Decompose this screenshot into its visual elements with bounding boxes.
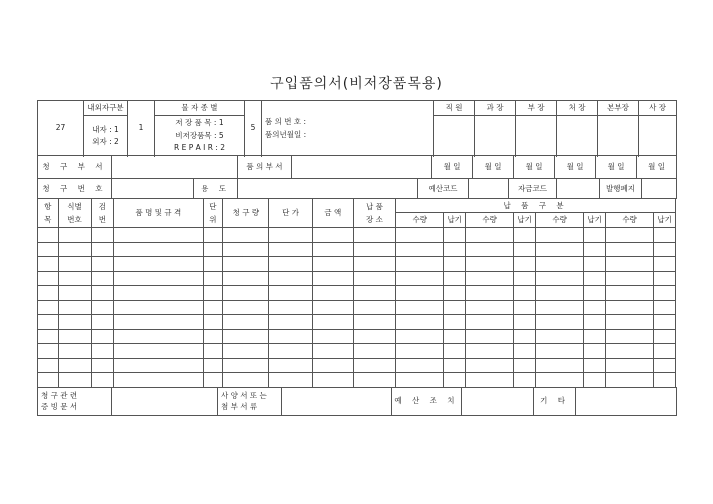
item-cell[interactable] xyxy=(605,228,653,243)
request-number-table xyxy=(37,178,677,199)
item-cell[interactable] xyxy=(514,373,536,388)
item-cell[interactable] xyxy=(58,344,91,359)
item-cell[interactable] xyxy=(223,271,269,286)
item-cell[interactable] xyxy=(514,228,536,243)
sign-box[interactable] xyxy=(516,116,557,156)
item-cell[interactable] xyxy=(91,300,114,315)
approver-staff: 직 원 xyxy=(434,101,475,116)
item-cell[interactable] xyxy=(605,344,653,359)
item-cell[interactable] xyxy=(91,329,114,344)
item-cell[interactable] xyxy=(353,344,395,359)
item-cell[interactable] xyxy=(654,286,676,301)
table-row xyxy=(38,242,676,257)
item-cell[interactable] xyxy=(535,242,583,257)
item-cell[interactable] xyxy=(654,257,676,272)
item-cell[interactable] xyxy=(465,286,513,301)
sign-box[interactable] xyxy=(475,116,516,156)
item-cell[interactable] xyxy=(38,228,59,243)
request-number-field[interactable] xyxy=(112,179,194,199)
item-cell[interactable] xyxy=(58,300,91,315)
item-cell[interactable] xyxy=(654,329,676,344)
col-amount: 금 액 xyxy=(312,199,353,228)
item-cell[interactable] xyxy=(58,315,91,330)
item-cell[interactable] xyxy=(114,358,204,373)
table-row xyxy=(38,300,676,315)
item-cell[interactable] xyxy=(114,271,204,286)
naeja-option: 내자 : 1 xyxy=(92,124,119,134)
item-cell[interactable] xyxy=(396,271,444,286)
sub-qty: 수량 xyxy=(465,213,513,228)
budget-action-label: 예 산 조 치 xyxy=(392,387,462,415)
item-cell[interactable] xyxy=(269,286,312,301)
item-cell[interactable] xyxy=(38,300,59,315)
item-cell[interactable] xyxy=(38,373,59,388)
col-geom: 검 xyxy=(98,202,106,212)
item-cell[interactable] xyxy=(605,242,653,257)
item-cell[interactable] xyxy=(38,271,59,286)
item-cell[interactable] xyxy=(396,228,444,243)
item-cell[interactable] xyxy=(444,329,466,344)
table-row xyxy=(38,271,676,286)
item-cell[interactable] xyxy=(465,344,513,359)
item-cell[interactable] xyxy=(223,300,269,315)
item-cell[interactable] xyxy=(353,286,395,301)
item-cell[interactable] xyxy=(353,358,395,373)
item-cell[interactable] xyxy=(605,271,653,286)
approver-dept-head: 부 장 xyxy=(516,101,557,116)
pumui-dept-field[interactable] xyxy=(292,156,432,179)
item-cell[interactable] xyxy=(223,358,269,373)
item-rows xyxy=(38,228,676,388)
item-cell[interactable] xyxy=(535,344,583,359)
item-cell[interactable] xyxy=(584,286,606,301)
budget-code-label: 예산코드 xyxy=(418,179,469,199)
usage-field[interactable] xyxy=(238,179,418,199)
issue-abolish-label: 발행폐지 xyxy=(600,179,642,199)
footer-table xyxy=(37,387,677,416)
item-cell[interactable] xyxy=(535,329,583,344)
item-cell[interactable] xyxy=(605,300,653,315)
sub-qty: 수량 xyxy=(396,213,444,228)
item-cell[interactable] xyxy=(396,315,444,330)
item-cell[interactable] xyxy=(584,344,606,359)
item-cell[interactable] xyxy=(114,344,204,359)
table-row xyxy=(38,286,676,301)
attachments-field[interactable] xyxy=(282,387,392,415)
approver-president: 사 장 xyxy=(639,101,677,116)
item-cell[interactable] xyxy=(312,257,353,272)
item-cell[interactable] xyxy=(353,242,395,257)
table-row xyxy=(38,329,676,344)
item-cell[interactable] xyxy=(91,271,114,286)
item-cell[interactable] xyxy=(58,257,91,272)
budget-action-field[interactable] xyxy=(462,387,534,415)
item-cell[interactable] xyxy=(114,242,204,257)
code-1: 1 xyxy=(128,101,155,156)
approval-date: 월 일 xyxy=(637,156,677,179)
item-cell[interactable] xyxy=(605,257,653,272)
item-cell[interactable] xyxy=(203,373,223,388)
item-cell[interactable] xyxy=(353,300,395,315)
other-label: 기 타 xyxy=(534,387,576,415)
item-cell[interactable] xyxy=(312,358,353,373)
purchase-request-form xyxy=(37,100,676,416)
page-title: 구입품의서(비저장품목용) xyxy=(270,76,443,92)
item-cell[interactable] xyxy=(514,329,536,344)
item-cell[interactable] xyxy=(654,373,676,388)
related-documents-field[interactable] xyxy=(112,387,218,415)
item-cell[interactable] xyxy=(203,300,223,315)
col-unit-price: 단 가 xyxy=(269,199,312,228)
sub-due: 납기 xyxy=(654,213,676,228)
material-type-options xyxy=(155,116,245,156)
approval-date: 월 일 xyxy=(473,156,514,179)
sub-due: 납기 xyxy=(584,213,606,228)
item-cell[interactable] xyxy=(514,358,536,373)
material-repair: R E P A I R : 2 xyxy=(173,143,225,153)
item-cell[interactable] xyxy=(584,300,606,315)
item-cell[interactable] xyxy=(465,228,513,243)
item-cell[interactable] xyxy=(654,344,676,359)
approval-date: 월 일 xyxy=(514,156,555,179)
pumui-info xyxy=(262,101,434,156)
item-cell[interactable] xyxy=(269,329,312,344)
pumui-number-label: 품 의 번 호 : xyxy=(265,117,307,127)
item-cell[interactable] xyxy=(223,257,269,272)
item-cell[interactable] xyxy=(465,242,513,257)
item-cell[interactable] xyxy=(514,300,536,315)
item-cell[interactable] xyxy=(584,242,606,257)
item-cell[interactable] xyxy=(58,358,91,373)
col-jangso: 장 소 xyxy=(366,214,383,224)
fund-code-label: 자금코드 xyxy=(509,179,557,199)
sub-qty: 수량 xyxy=(535,213,583,228)
item-cell[interactable] xyxy=(91,315,114,330)
item-cell[interactable] xyxy=(38,286,59,301)
col-hang-mok xyxy=(38,199,59,228)
related-documents-line1: 청 구 관 련 xyxy=(41,390,78,400)
table-row xyxy=(38,358,676,373)
item-cell[interactable] xyxy=(38,315,59,330)
header-table xyxy=(37,100,677,156)
col-unit xyxy=(203,199,223,228)
item-cell[interactable] xyxy=(396,373,444,388)
item-cell[interactable] xyxy=(396,257,444,272)
item-cell[interactable] xyxy=(114,257,204,272)
code-5: 5 xyxy=(245,101,262,156)
item-cell[interactable] xyxy=(91,242,114,257)
col-sik: 식별 xyxy=(67,202,82,212)
col-delivery-group: 납 품 구 분 xyxy=(396,199,676,213)
sub-due: 납기 xyxy=(444,213,466,228)
related-documents-label xyxy=(38,387,112,415)
item-cell[interactable] xyxy=(605,286,653,301)
item-cell[interactable] xyxy=(114,286,204,301)
sign-box[interactable] xyxy=(639,116,677,156)
col-quantity: 청 구 량 xyxy=(223,199,269,228)
item-cell[interactable] xyxy=(269,315,312,330)
item-cell[interactable] xyxy=(584,373,606,388)
item-cell[interactable] xyxy=(58,329,91,344)
item-cell[interactable] xyxy=(114,373,204,388)
item-cell[interactable] xyxy=(114,300,204,315)
sign-box[interactable] xyxy=(434,116,475,156)
table-row xyxy=(38,344,676,359)
col-inspection xyxy=(91,199,114,228)
item-cell[interactable] xyxy=(396,329,444,344)
item-cell[interactable] xyxy=(353,228,395,243)
item-cell[interactable] xyxy=(584,228,606,243)
sign-box[interactable] xyxy=(598,116,639,156)
request-number-label: 청 구 번 호 xyxy=(38,179,112,199)
item-cell[interactable] xyxy=(114,329,204,344)
sub-qty: 수량 xyxy=(605,213,653,228)
item-cell[interactable] xyxy=(114,228,204,243)
item-cell[interactable] xyxy=(223,286,269,301)
item-cell[interactable] xyxy=(396,344,444,359)
item-cell[interactable] xyxy=(654,315,676,330)
item-cell[interactable] xyxy=(514,242,536,257)
item-cell[interactable] xyxy=(535,300,583,315)
item-cell[interactable] xyxy=(269,228,312,243)
item-cell[interactable] xyxy=(114,315,204,330)
item-cell[interactable] xyxy=(269,257,312,272)
item-cell[interactable] xyxy=(465,271,513,286)
item-cell[interactable] xyxy=(514,315,536,330)
item-cell[interactable] xyxy=(584,329,606,344)
item-cell[interactable] xyxy=(203,228,223,243)
table-row xyxy=(38,315,676,330)
item-cell[interactable] xyxy=(444,257,466,272)
item-cell[interactable] xyxy=(38,358,59,373)
item-cell[interactable] xyxy=(269,373,312,388)
item-cell[interactable] xyxy=(38,344,59,359)
item-cell[interactable] xyxy=(312,286,353,301)
item-cell[interactable] xyxy=(203,257,223,272)
item-cell[interactable] xyxy=(91,344,114,359)
item-cell[interactable] xyxy=(584,257,606,272)
item-cell[interactable] xyxy=(203,242,223,257)
item-cell[interactable] xyxy=(312,271,353,286)
oeja-option: 외자 : 2 xyxy=(92,137,119,146)
item-cell[interactable] xyxy=(605,315,653,330)
item-cell[interactable] xyxy=(444,228,466,243)
item-cell[interactable] xyxy=(353,271,395,286)
item-cell[interactable] xyxy=(312,242,353,257)
item-cell[interactable] xyxy=(312,329,353,344)
item-cell[interactable] xyxy=(269,271,312,286)
item-cell[interactable] xyxy=(584,358,606,373)
item-cell[interactable] xyxy=(444,315,466,330)
item-cell[interactable] xyxy=(465,257,513,272)
item-cell[interactable] xyxy=(58,228,91,243)
item-cell[interactable] xyxy=(353,315,395,330)
item-cell[interactable] xyxy=(353,373,395,388)
items-table xyxy=(37,198,676,388)
related-documents-line2: 증 빙 문 서 xyxy=(41,402,78,411)
naewoeja-label: 내외자구분 xyxy=(84,101,128,116)
col-dan: 단 xyxy=(209,202,217,212)
approver-office-head: 처 장 xyxy=(557,101,598,116)
material-type-label: 물 자 종 별 xyxy=(155,101,245,116)
item-cell[interactable] xyxy=(535,286,583,301)
item-cell[interactable] xyxy=(223,373,269,388)
item-cell[interactable] xyxy=(223,242,269,257)
other-field[interactable] xyxy=(576,387,677,415)
approval-date: 월 일 xyxy=(432,156,473,179)
item-cell[interactable] xyxy=(444,344,466,359)
item-cell[interactable] xyxy=(38,329,59,344)
item-cell[interactable] xyxy=(654,242,676,257)
item-cell[interactable] xyxy=(38,257,59,272)
item-cell[interactable] xyxy=(312,373,353,388)
item-cell[interactable] xyxy=(535,358,583,373)
fund-code-field[interactable] xyxy=(557,179,600,199)
item-cell[interactable] xyxy=(58,271,91,286)
item-cell[interactable] xyxy=(58,242,91,257)
item-cell[interactable] xyxy=(203,271,223,286)
item-cell[interactable] xyxy=(444,373,466,388)
item-cell[interactable] xyxy=(605,358,653,373)
item-cell[interactable] xyxy=(91,228,114,243)
item-cell[interactable] xyxy=(465,358,513,373)
item-cell[interactable] xyxy=(223,315,269,330)
item-cell[interactable] xyxy=(58,286,91,301)
item-cell[interactable] xyxy=(444,242,466,257)
item-cell[interactable] xyxy=(269,242,312,257)
approval-date: 월 일 xyxy=(596,156,637,179)
item-cell[interactable] xyxy=(312,228,353,243)
approver-division-head: 본부장 xyxy=(598,101,639,116)
item-cell[interactable] xyxy=(465,329,513,344)
item-cell[interactable] xyxy=(203,315,223,330)
item-cell[interactable] xyxy=(91,286,114,301)
col-id-number xyxy=(58,199,91,228)
item-cell[interactable] xyxy=(654,271,676,286)
item-cell[interactable] xyxy=(203,358,223,373)
col-item-spec: 품 명 및 규 격 xyxy=(114,199,204,228)
usage-label: 용 도 xyxy=(194,179,238,199)
item-cell[interactable] xyxy=(353,257,395,272)
issue-abolish-field[interactable] xyxy=(642,179,677,199)
item-cell[interactable] xyxy=(444,300,466,315)
item-cell[interactable] xyxy=(654,228,676,243)
col-beonho: 번호 xyxy=(67,214,82,224)
item-cell[interactable] xyxy=(535,271,583,286)
item-cell[interactable] xyxy=(269,358,312,373)
attachments-label xyxy=(218,387,282,415)
col-delivery-place xyxy=(353,199,395,228)
col-beon: 번 xyxy=(98,214,106,224)
item-cell[interactable] xyxy=(444,286,466,301)
item-cell[interactable] xyxy=(444,271,466,286)
table-row xyxy=(38,257,676,272)
material-non-stored: 비저장품목 : 5 xyxy=(175,130,224,140)
col-hang: 항 xyxy=(44,202,52,212)
item-cell[interactable] xyxy=(312,344,353,359)
item-cell[interactable] xyxy=(605,373,653,388)
attachments-line2: 첨 부 서 류 xyxy=(221,402,258,411)
table-row xyxy=(38,373,676,388)
item-cell[interactable] xyxy=(223,344,269,359)
item-cell[interactable] xyxy=(514,271,536,286)
item-cell[interactable] xyxy=(654,358,676,373)
attachments-line1: 사 양 서 또 는 xyxy=(221,390,267,400)
item-cell[interactable] xyxy=(203,344,223,359)
item-cell[interactable] xyxy=(535,228,583,243)
request-dept-field[interactable] xyxy=(112,156,238,179)
item-cell[interactable] xyxy=(396,286,444,301)
item-cell[interactable] xyxy=(514,257,536,272)
item-cell[interactable] xyxy=(465,373,513,388)
budget-code-field[interactable] xyxy=(469,179,509,199)
code-27: 27 xyxy=(38,101,84,156)
item-cell[interactable] xyxy=(654,300,676,315)
item-cell[interactable] xyxy=(514,344,536,359)
item-cell[interactable] xyxy=(535,315,583,330)
material-stored: 저 장 품 목 : 1 xyxy=(175,118,224,128)
pumui-dept-label: 품 의 부 서 xyxy=(238,156,292,179)
item-cell[interactable] xyxy=(584,271,606,286)
col-wi: 위 xyxy=(209,214,217,224)
item-cell[interactable] xyxy=(223,228,269,243)
item-cell[interactable] xyxy=(58,373,91,388)
item-cell[interactable] xyxy=(535,257,583,272)
item-cell[interactable] xyxy=(91,257,114,272)
naewoeja-options xyxy=(84,116,128,156)
sub-due: 납기 xyxy=(514,213,536,228)
col-mok: 목 xyxy=(44,214,52,224)
item-cell[interactable] xyxy=(269,344,312,359)
item-cell[interactable] xyxy=(353,329,395,344)
item-cell[interactable] xyxy=(465,300,513,315)
approval-date: 월 일 xyxy=(555,156,596,179)
item-cell[interactable] xyxy=(91,373,114,388)
item-cell[interactable] xyxy=(514,286,536,301)
request-dept-table xyxy=(37,155,677,179)
item-cell[interactable] xyxy=(605,329,653,344)
item-cell[interactable] xyxy=(38,242,59,257)
item-cell[interactable] xyxy=(203,329,223,344)
item-cell[interactable] xyxy=(444,358,466,373)
sign-box[interactable] xyxy=(557,116,598,156)
item-cell[interactable] xyxy=(312,315,353,330)
pumui-date-label: 품의년월일 : xyxy=(265,129,307,139)
item-cell[interactable] xyxy=(535,373,583,388)
request-dept-label: 청 구 부 서 xyxy=(38,156,112,179)
col-nap: 납 품 xyxy=(366,202,383,212)
item-cell[interactable] xyxy=(312,300,353,315)
approver-section-chief: 과 장 xyxy=(475,101,516,116)
item-cell[interactable] xyxy=(396,242,444,257)
item-cell[interactable] xyxy=(203,286,223,301)
item-cell[interactable] xyxy=(465,315,513,330)
item-cell[interactable] xyxy=(223,329,269,344)
table-row xyxy=(38,228,676,243)
item-cell[interactable] xyxy=(269,300,312,315)
item-cell[interactable] xyxy=(396,358,444,373)
item-cell[interactable] xyxy=(91,358,114,373)
item-cell[interactable] xyxy=(396,300,444,315)
item-cell[interactable] xyxy=(584,315,606,330)
